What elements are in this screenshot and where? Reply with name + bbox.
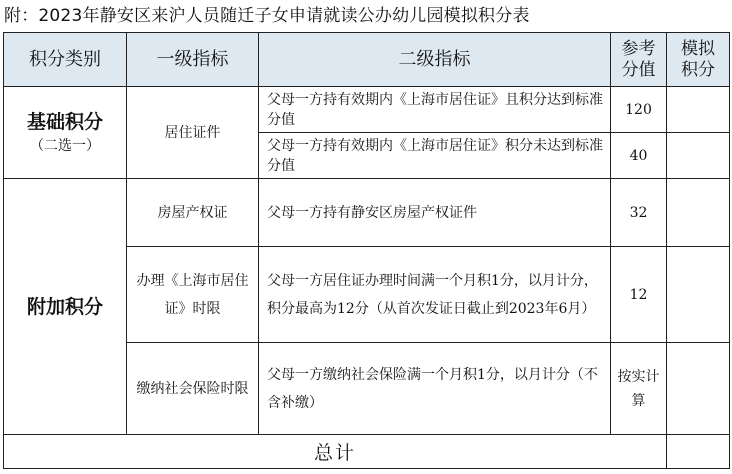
simulated-score-cell[interactable] [667, 133, 730, 179]
category-basic-note: （二选一） [30, 137, 100, 154]
header-reference-line1: 参考 [621, 38, 656, 59]
header-simulated-line2: 积分 [681, 59, 715, 80]
category-additional [4, 179, 127, 435]
level2-desc: 父母一方持有效期内《上海市居住证》且积分达到标准分值 [259, 87, 611, 133]
table-row [4, 179, 730, 247]
total-score-cell[interactable] [667, 435, 730, 469]
header-simulated-line1: 模拟 [681, 38, 715, 59]
header-simulated-score [667, 33, 730, 87]
simulated-score-cell[interactable] [667, 247, 730, 343]
category-basic [4, 87, 127, 179]
header-reference-line2: 分值 [621, 59, 656, 80]
indicator-permit-duration: 办理《上海市居住证》时限 [127, 247, 259, 343]
reference-score: 按实计算 [611, 343, 667, 435]
reference-score: 12 [611, 247, 667, 343]
total-label: 总计 [4, 435, 667, 469]
level2-desc: 父母一方居住证办理时间满一个月积1分，以月计分，积分最高为12分（从首次发证日截止到2023年6月） [259, 247, 611, 343]
simulated-score-cell[interactable] [667, 179, 730, 247]
total-row [4, 435, 730, 469]
page-caption: 附：2023年静安区来沪人员随迁子女申请就读公办幼儿园模拟积分表 [4, 6, 530, 26]
indicator-insurance-duration: 缴纳社会保险时限 [127, 343, 259, 435]
level2-desc: 父母一方缴纳社会保险满一个月积1分，以月计分（不含补缴） [259, 343, 611, 435]
points-table [3, 32, 730, 469]
indicator-residence-permit: 居住证件 [127, 87, 259, 179]
reference-score: 32 [611, 179, 667, 247]
header-level1: 一级指标 [127, 33, 259, 87]
category-additional-title: 附加积分 [26, 295, 103, 318]
header-row [4, 33, 730, 87]
simulated-score-cell[interactable] [667, 343, 730, 435]
category-basic-title: 基础积分 [26, 110, 103, 133]
level2-desc: 父母一方持有效期内《上海市居住证》积分未达到标准分值 [259, 133, 611, 179]
header-category: 积分类别 [4, 33, 127, 87]
simulated-score-cell[interactable] [667, 87, 730, 133]
reference-score: 40 [611, 133, 667, 179]
level2-desc: 父母一方持有静安区房屋产权证件 [259, 179, 611, 247]
reference-score: 120 [611, 87, 667, 133]
header-reference-score [611, 33, 667, 87]
indicator-property: 房屋产权证 [127, 179, 259, 247]
header-level2: 二级指标 [259, 33, 611, 87]
table-row [4, 87, 730, 133]
